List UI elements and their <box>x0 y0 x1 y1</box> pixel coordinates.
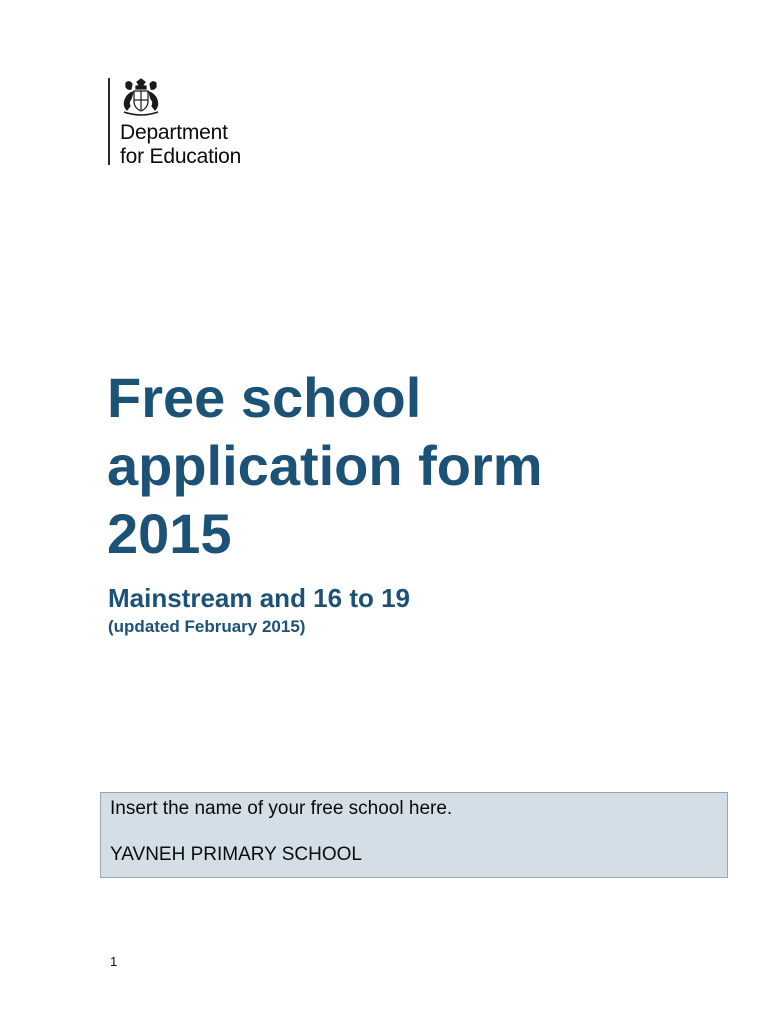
document-title <box>107 364 543 568</box>
school-name-value[interactable]: YAVNEH PRIMARY SCHOOL <box>110 844 362 865</box>
document-title-line-3: 2015 <box>107 502 232 565</box>
department-name <box>120 121 241 169</box>
royal-coat-of-arms-icon <box>118 78 164 116</box>
page-number: 1 <box>110 954 118 969</box>
document-title-line-1: Free school <box>107 366 422 429</box>
department-logo <box>108 78 278 166</box>
document-subtitle: Mainstream and 16 to 19 <box>108 583 410 613</box>
document-title-line-2: application form <box>107 434 543 497</box>
updated-date-note: (updated February 2015) <box>108 617 306 636</box>
logo-divider <box>108 78 110 165</box>
department-name-line-2: for Education <box>120 145 242 168</box>
department-name-line-1: Department <box>120 121 228 144</box>
school-name-box[interactable] <box>100 792 728 878</box>
school-name-prompt: Insert the name of your free school here. <box>110 798 453 819</box>
